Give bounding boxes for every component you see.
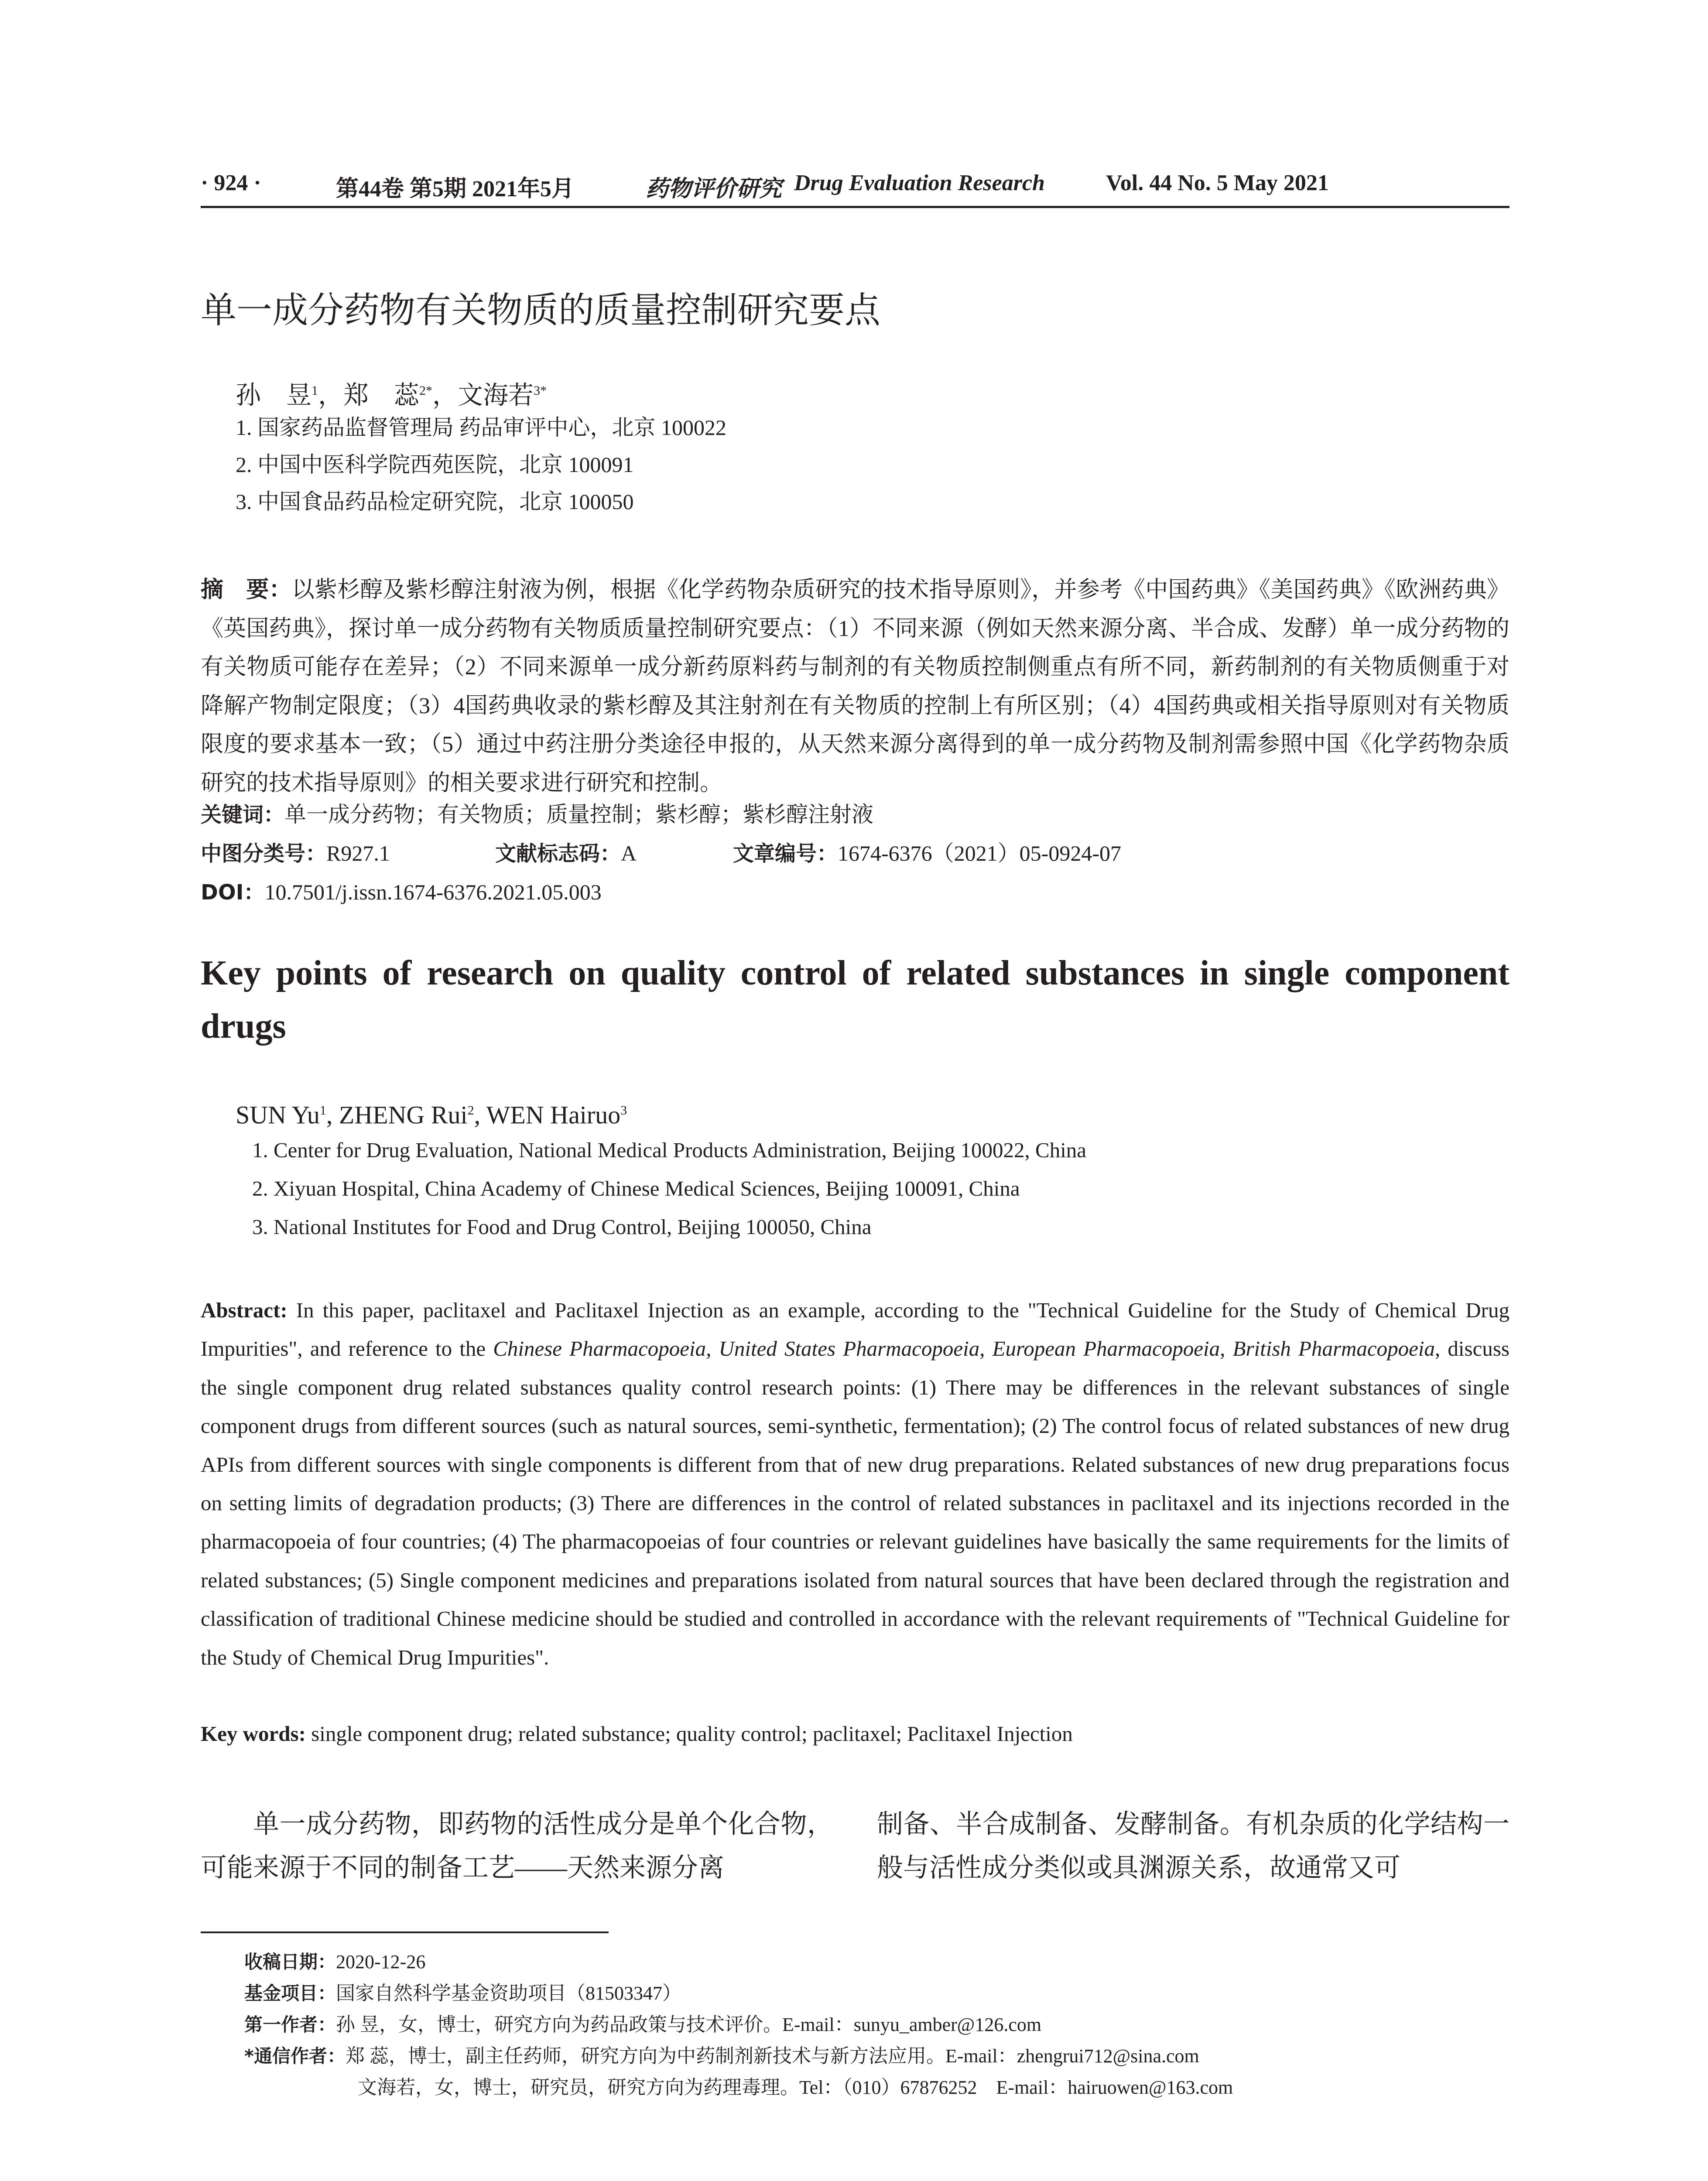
abstract-text-en: , — [1220, 1337, 1233, 1361]
footnote-text: 2020-12-26 — [336, 1951, 426, 1972]
footnote-label: 基金项目： — [244, 1983, 336, 2004]
abstract-italic-pharmacopoeia: Chinese Pharmacopoeia, United States Pharmacopoeia — [493, 1337, 980, 1361]
clc-label: 中图分类号： — [201, 841, 327, 866]
keywords-label-en: Key words: — [201, 1722, 306, 1746]
volume-info-cn: 第44卷 第5期 2021年5月 — [336, 177, 575, 202]
footnote-text: 国家自然科学基金资助项目（81503347） — [336, 1983, 682, 2004]
clc-value: R927.1 — [326, 841, 390, 865]
journal-name-en: Drug Evaluation Research — [794, 171, 1045, 195]
article-number-label: 文章编号： — [733, 841, 838, 866]
affiliation-cn-1: 1. 国家药品监督管理局 药品审评中心，北京 100022 — [236, 415, 726, 440]
keywords-text-cn: 单一成分药物；有关物质；质量控制；紫杉醇；紫杉醇注射液 — [284, 802, 874, 827]
author-name: 郑 蕊 — [343, 381, 420, 410]
footnote-first-author — [244, 2012, 1041, 2038]
keywords-en — [201, 1719, 1509, 1749]
doi-line — [201, 877, 602, 908]
page-number: · 924 · — [201, 171, 261, 195]
footnote-corresponding-author-2: 文海若，女，博士，研究员，研究方向为药理毒理。Tel：（010）67876252 E-mail：hairuowen@163.com — [358, 2077, 1233, 2098]
running-header — [201, 166, 1509, 208]
keywords-text-en: single component drug; related substance; quality control; paclitaxel; Paclitaxel Injection — [305, 1722, 1073, 1746]
abstract-text-cn: 以紫杉醇及紫杉醇注射液为例，根据《化学药物杂质研究的技术指导原则》，并参考《中国药典》《美国药典》《欧洲药典》《英国药典》，探讨单一成分药物有关物质质量控制研究要点：（1）不同来源（例如天然来源分离、半合成、发酵）单一成分药物的有关物质可能存在差异；（2）不同来源单一成分新药原料药与制剂的有关物质控制侧重点有所不同，新药制剂的有关物质侧重于对降解产物制定限度；（3）4国药典收录的紫杉醇及其注射剂在有关物质的控制上有所区别；（4）4国药典或相关指导原则对有关物质限度的要求基本一致；（5）通过中药注册分类途径申报的，从天然来源分离得到的单一成分药物及制剂需参照中国《化学药物杂质研究的技术指导原则》的相关要求进行研究和控制。 — [201, 578, 1509, 796]
body-text-left-column: 单一成分药物，即药物的活性成分是单个化合物，可能来源于不同的制备工艺——天然来源分离 — [201, 1810, 833, 1882]
author-name: 孙 昱 — [236, 381, 312, 410]
author-name: , WEN Hairuo — [474, 1101, 621, 1129]
author-name: 文海若 — [458, 381, 534, 410]
abstract-italic-pharmacopoeia: British Pharmacopoeia — [1232, 1337, 1435, 1361]
article-number-value: 1674-6376（2021）05-0924-07 — [838, 841, 1121, 865]
article-title-cn: 单一成分药物有关物质的质量控制研究要点 — [201, 290, 881, 331]
body-text-right-column: 制备、半合成制备、发酵制备。有机杂质的化学结构一般与活性成分类似或具渊源关系，故通常又可 — [877, 1810, 1509, 1882]
footnote-label: 第一作者： — [244, 2014, 336, 2035]
footnote-text: 郑 蕊，博士，副主任药师，研究方向为中药制剂新技术与新方法应用。E-mail：zhengrui712@sina.com — [345, 2045, 1199, 2067]
abstract-italic-pharmacopoeia: European Pharmacopoeia — [992, 1337, 1220, 1361]
footnote-corresponding-author — [244, 2043, 1199, 2069]
footnote-label: *通信作者： — [244, 2045, 346, 2067]
author-affiliation-mark: 1 — [319, 1103, 326, 1118]
author-affiliation-mark: 1 — [311, 383, 318, 398]
abstract-text-en: , discuss the single component drug related substances quality control research points: (1) There may be differences in the relevant substances of single component drugs from different sources (such as natural sources, semi-synthetic, fermentation); (2) The control focus of related substances of new drug APIs from different sources with single components is different from that of new drug preparations. Related substances of new drug preparations focus on setting limits of degradation products; (3) There are differences in the control of related substances in paclitaxel and its injections recorded in the pharmacopoeia of four countries; (4) The pharmacopoeias of four countries or relevant guidelines have basically the same requirements for the limits of related substances; (5) Single component medicines and preparations isolated from natural sources that have been declared through the registration and classification of traditional Chinese medicine should be studied and controlled in accordance with the relevant requirements of "Technical Guideline for the Study of Chemical Drug Impurities". — [201, 1337, 1509, 1669]
volume-info-en: Vol. 44 No. 5 May 2021 — [1106, 171, 1329, 195]
journal-logo-cn: 药物评价研究 — [646, 175, 782, 202]
affiliation-cn-3: 3. 中国食品药品检定研究院，北京 100050 — [236, 489, 634, 514]
author-affiliation-mark: 3* — [534, 383, 547, 398]
abstract-text-en: In this paper, paclitaxel and Paclitaxel Injection as an example, according to the "Technical Guideline for the Study of Chemical Drug Impurities", and reference to the — [201, 1298, 1509, 1361]
abstract-label-en: Abstract: — [201, 1298, 288, 1322]
doi-value: 10.7501/j.issn.1674-6376.2021.05.003 — [264, 880, 602, 904]
document-code-value: A — [621, 841, 637, 865]
footnote-text: 孙 昱，女，博士，研究方向为药品政策与技术评价。E-mail：sunyu_amber@126.com — [336, 2014, 1042, 2035]
affiliation-en-3: 3. National Institutes for Food and Drug Control, Beijing 100050, China — [252, 1215, 872, 1239]
affiliation-en-2: 2. Xiyuan Hospital, China Academy of Chinese Medical Sciences, Beijing 100091, China — [252, 1176, 1020, 1200]
footnote-fund — [244, 1980, 681, 2007]
author-list-en — [236, 1093, 627, 1132]
author-separator: ， — [318, 381, 344, 410]
footnote-divider — [201, 1931, 609, 1933]
doi-label: DOI： — [201, 880, 265, 905]
article-number-line — [733, 838, 1121, 869]
author-list-cn — [236, 373, 547, 413]
abstract-label-cn: 摘 要： — [201, 577, 292, 603]
author-affiliation-mark: 2* — [419, 383, 433, 398]
abstract-en — [201, 1291, 1509, 1677]
affiliation-en-1: 1. Center for Drug Evaluation, National Medical Products Administration, Beijing 100022, China — [252, 1138, 1087, 1162]
author-affiliation-mark: 3 — [620, 1103, 627, 1118]
author-name: , ZHENG Rui — [326, 1101, 468, 1129]
author-separator: ， — [432, 381, 458, 410]
keywords-cn — [201, 799, 873, 830]
keywords-label-cn: 关键词： — [201, 803, 285, 827]
footnote-label: 收稿日期： — [244, 1951, 336, 1972]
abstract-text-en: , — [979, 1337, 993, 1361]
article-title-en: Key points of research on quality control of related substances in single component drugs — [201, 954, 1509, 1046]
classification-line — [201, 838, 390, 869]
affiliation-cn-2: 2. 中国中医科学院西苑医院，北京 100091 — [236, 452, 634, 477]
footnote-received — [244, 1949, 425, 1975]
document-code-label: 文献标志码： — [495, 841, 621, 866]
author-affiliation-mark: 2 — [467, 1103, 474, 1118]
document-code-line — [495, 838, 637, 869]
author-name: SUN Yu — [236, 1101, 320, 1129]
abstract-cn — [201, 571, 1509, 803]
